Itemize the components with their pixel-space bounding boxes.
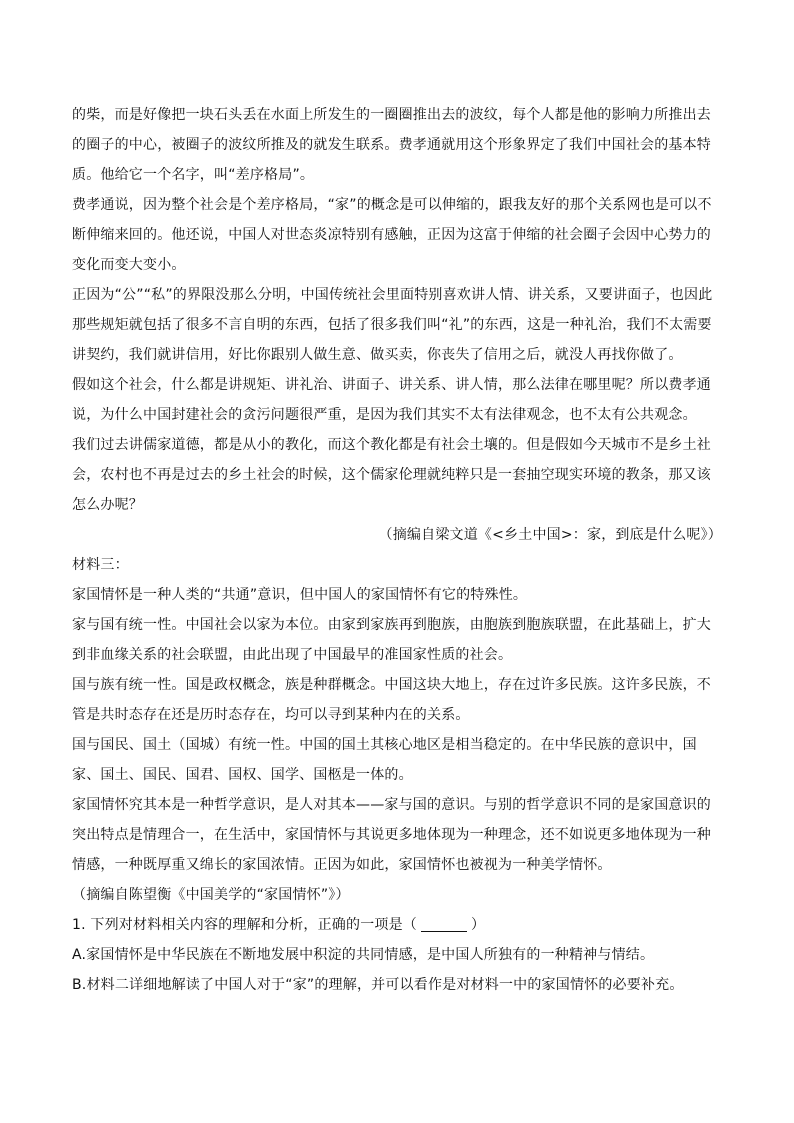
answer-blank[interactable] <box>421 915 467 932</box>
question-1-option-a: A.家国情怀是中华民族在不断地发展中积淀的共同情感，是中国人所独有的一种精神与情结。 <box>72 947 655 963</box>
question-1-stem-text: 1. 下列对材料相关内容的理解和分析，正确的一项是（ <box>72 917 418 933</box>
material3-paragraph-1: 家国情怀是一种人类的“共通”意识，但中国人的家国情怀有它的特殊性。 <box>72 587 528 603</box>
material2-source: （摘编自梁文道《<乡土中国>：家，到底是什么呢》） <box>378 527 722 543</box>
material2-paragraph-1: 的柴，而是好像把一块石头丢在水面上所发生的一圈圈推出去的波纹，每个人都是他的影响力所推出去的圈子的中心，被圈子的波纹所推及的就发生联系。费孝通就用这个形象界定了我们中国社会的基本特质。他给它一个名字，叫“差序格局”。 <box>72 107 711 183</box>
question-1-stem <box>72 910 722 940</box>
material3-heading: 材料三： <box>72 557 129 573</box>
question-1-stem-close: ） <box>471 917 486 933</box>
material2-paragraph-4: 假如这个社会，什么都是讲规矩、讲礼治、讲面子、讲关系、讲人情，那么法律在哪里呢？所以费孝通说，为什么中国封建社会的贪污问题很严重，是因为我们其实不太有法律观念，也不太有公共观念。 <box>72 377 711 423</box>
material3-paragraph-4: 国与国民、国土（国城）有统一性。中国的国土其核心地区是相当稳定的。在中华民族的意识中，国家、国土、国民、国君、国权、国学、国柩是一体的。 <box>72 737 697 783</box>
material2-paragraph-2: 费孝通说，因为整个社会是个差序格局，“家”的概念是可以伸缩的，跟我友好的那个关系网也是可以不断伸缩来回的。他还说，中国人对世态炎凉特别有感触，正因为这富于伸缩的社会圈子会因中心势力的变化而变大变小。 <box>72 197 712 273</box>
document-page <box>72 100 722 1000</box>
material2-paragraph-3: 正因为“公”“私”的界限没那么分明，中国传统社会里面特别喜欢讲人情、讲关系，又要讲面子，也因此那些规矩就包括了很多不言自明的东西，包括了很多我们叫“礼”的东西，这是一种礼治，我们不太需要讲契约，我们就讲信用，好比你跟别人做生意、做买卖，你丧失了信用之后，就没人再找你做了。 <box>72 287 713 363</box>
material3-source: （摘编自陈望衡《中国美学的“家国情怀”》） <box>72 887 350 903</box>
material3-paragraph-5: 家国情怀究其本是一种哲学意识，是人对其本——家与国的意识。与别的哲学意识不同的是家国意识的突出特点是情理合一，在生活中，家国情怀与其说更多地体现为一种理念，还不如说更多地体现为一种情感，一种既厚重又绵长的家国浓情。正因为如此，家国情怀也被视为一种美学情怀。 <box>72 797 711 873</box>
question-1-option-b: B.材料二详细地解读了中国人对于“家”的理解，并可以看作是对材料一中的家国情怀的必要补充。 <box>72 977 684 993</box>
material3-paragraph-3: 国与族有统一性。国是政权概念，族是种群概念。中国这块大地上，存在过许多民族。这许多民族，不管是共时态存在还是历时态存在，均可以寻到某种内在的关系。 <box>72 677 711 723</box>
material3-paragraph-2: 家与国有统一性。中国社会以家为本位。由家到家族再到胞族，由胞族到胞族联盟，在此基础上，扩大到非血缘关系的社会联盟，由此出现了中国最早的准国家性质的社会。 <box>72 617 711 663</box>
material2-paragraph-5: 我们过去讲儒家道德，都是从小的教化，而这个教化都是有社会土壤的。但是假如今天城市不是乡土社会，农村也不再是过去的乡土社会的时候，这个儒家伦理就纯粹只是一套抽空现实环境的教条，那又该怎么办呢？ <box>72 437 711 513</box>
